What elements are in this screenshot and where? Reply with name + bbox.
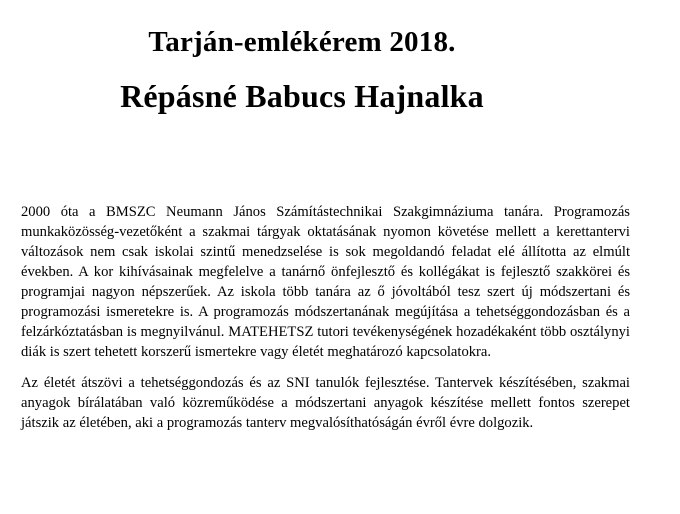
document-page <box>0 27 680 514</box>
body-paragraph-1: 2000 óta a BMSZC Neumann János Számítástechnikai Szakgimnáziuma tanára. Programozás munkaközösség-vezetőként a szakmai tárgyak oktatásának nyomon követése mellett a kerettantervi változások nem csak iskolai szintű menedzselése is sok megoldandó feladat elé állította az elmúlt években. A kor kihívásainak megfelelve a tanárnő önfejlesztő és kollégákat is fejlesztő szakkörei és programjai nagyon népszerűek. Az iskola több tanára az ő jóvoltából tesz szert új módszertani és programozási ismeretekre is. A programozás módszertanának megújítása a tehetséggondozásban és a felzárkóztatásban is megnyilvánul. MATEHETSZ tutori tevékenységének hozadékaként több osztálynyi diák is szert tehetett korszerű ismertekre vagy életét meghatározó kapcsolatokra. <box>21 204 630 360</box>
document-header <box>0 27 604 113</box>
body-paragraph-2: Az életét átszövi a tehetséggondozás és az SNI tanulók fejlesztése. Tantervek készítésében, szakmai anyagok bírálatában való közreműködése a módszertani anyagok készítése mellett fontos szerepet játszik az életében, aki a programozás tanterv megvalósíthatóságán évről évre dolgozik. <box>21 375 630 431</box>
document-title: Tarján-emlékérem 2018. <box>148 26 456 58</box>
document-author-name: Répásné Babucs Hajnalka <box>120 78 484 114</box>
document-body <box>21 202 630 433</box>
